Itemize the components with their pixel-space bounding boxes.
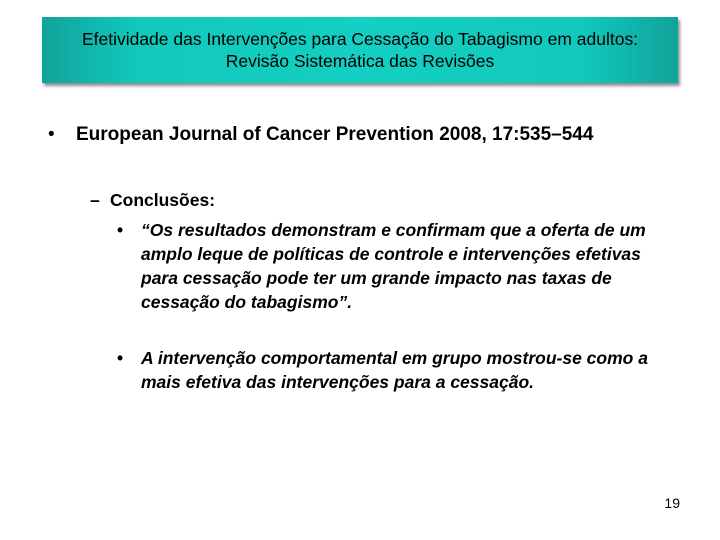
slide-title: Efetividade das Intervenções para Cessação do Tabagismo em adultos: Revisão Sistemática das Revisões: [81, 29, 639, 71]
conclusion-item: [117, 218, 681, 314]
slide-title-box: [42, 17, 678, 83]
conclusion-item: [117, 346, 681, 394]
conclusion-text: A intervenção comportamental em grupo mostrou-se como a mais efetiva das intervenções para a cessação.: [141, 348, 648, 392]
page-number: 19: [664, 495, 680, 511]
conclusion-text: “Os resultados demonstram e confirmam que a oferta de um amplo leque de políticas de controle e intervenções efetivas para cessação pode ter um grande impacto nas taxas de cessação do tabagismo”.: [141, 220, 646, 312]
bullet-mark: •: [48, 124, 55, 145]
bullet-journal: [48, 124, 593, 146]
bullet-mark: •: [117, 348, 124, 368]
dash-mark: –: [90, 190, 100, 210]
journal-reference: European Journal of Cancer Prevention 2008, 17:535–544: [76, 124, 594, 145]
conclusions-heading: Conclusões:: [110, 190, 216, 210]
bullet-mark: •: [117, 220, 124, 240]
sub-bullet-conclusions: [90, 190, 215, 211]
